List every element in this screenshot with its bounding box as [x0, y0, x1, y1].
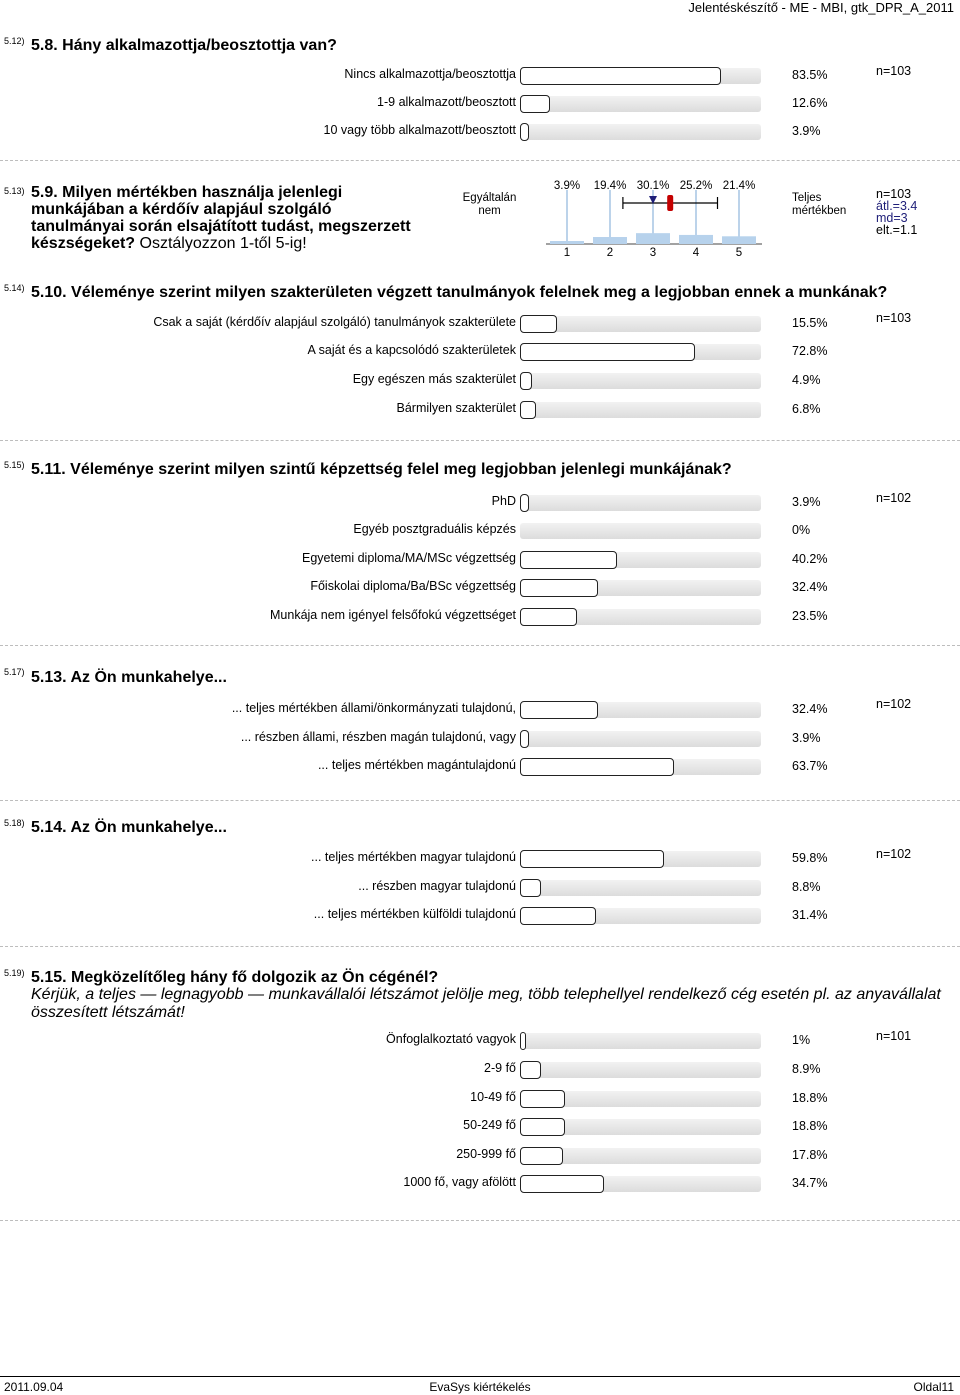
option-percentage: 1% [792, 1033, 811, 1047]
option-percentage: 3.9% [792, 731, 821, 745]
section-divider [0, 800, 960, 801]
scale-histogram [540, 185, 770, 250]
option-percentage: 15.5% [792, 316, 828, 330]
scale-bar [636, 233, 670, 244]
option-percentage: 83.5% [792, 68, 828, 82]
section-divider [0, 645, 960, 646]
scale-point-label: 1 [563, 247, 571, 259]
question-note: Kérjük, a teljes — legnagyobb — munkavállalói létszámot jelölje meg, több telephellyel rendelkező cég esetén pl. az anyavállalat összesített létszámát! [31, 986, 941, 1021]
option-label: Bármilyen szakterület [396, 401, 516, 415]
bar-fill [520, 1090, 565, 1108]
bar-fill [520, 401, 536, 419]
option-percentage: 3.9% [792, 495, 821, 509]
scale-anchor-line: nem [478, 205, 501, 217]
question-title: 5.11. Véleménye szerint milyen szintű képzettség felel meg legjobban jelenlegi munkájának? [31, 461, 732, 478]
option-percentage: 18.8% [792, 1091, 828, 1105]
bar-fill [520, 343, 695, 361]
scale-bar [593, 237, 627, 244]
scale-point-label: 2 [606, 247, 614, 259]
scale-right-anchor [792, 192, 846, 218]
scale-percentage: 21.4% [722, 180, 756, 192]
scale-bar [550, 241, 584, 244]
bar-fill [520, 579, 598, 597]
footer-page: Oldal11 [913, 1380, 954, 1394]
option-label: Önfoglalkoztató vagyok [386, 1032, 516, 1046]
option-percentage: 34.7% [792, 1176, 828, 1190]
option-percentage: 32.4% [792, 702, 828, 716]
option-percentage: 17.8% [792, 1148, 828, 1162]
option-label: ... részben magyar tulajdonú [358, 879, 516, 893]
question-title: 5.8. Hány alkalmazottja/beosztottja van? [31, 37, 337, 54]
section-divider [0, 1220, 960, 1221]
mean-marker [667, 195, 673, 211]
bar-fill [520, 1032, 526, 1050]
option-percentage: 72.8% [792, 344, 828, 358]
question-title: 5.15. Megközelítőleg hány fő dolgozik az Ön cégénél? [31, 969, 439, 986]
question-title-line: 5.9. Milyen mértékben használja jelenlegi [31, 184, 343, 201]
bar-fill [520, 1061, 541, 1079]
scale-percentage: 3.9% [553, 180, 581, 192]
option-label: 10 vagy több alkalmazott/beosztott [323, 123, 516, 137]
scale-anchor-line: mértékben [792, 205, 847, 217]
scale-point-label: 3 [649, 247, 657, 259]
option-label: ... teljes mértékben magántulajdonú [317, 758, 516, 772]
scale-point-label: 5 [735, 247, 743, 259]
section-number: 5.12) [4, 36, 25, 46]
scale-anchor-line: Egyáltalán [462, 192, 517, 204]
section-number: 5.18) [4, 818, 25, 828]
option-percentage: 3.9% [792, 124, 821, 138]
option-label: Csak a saját (kérdőív alapjául szolgáló) tanulmányok szakterülete [153, 315, 516, 329]
section-number: 5.19) [4, 968, 25, 978]
scale-anchor-line: Teljes [792, 192, 822, 204]
option-label: PhD [491, 494, 516, 508]
question-title-bold: készségeket? [31, 235, 136, 252]
question-title-light: Osztályozzon 1-től 5-ig! [135, 235, 307, 252]
footer-center: EvaSys kiértékelés [429, 1380, 531, 1394]
bar-track [520, 523, 761, 539]
stat-mean: átl.=3.4 [876, 199, 918, 213]
bar-track [520, 1033, 761, 1049]
bar-fill [520, 758, 674, 776]
option-percentage: 32.4% [792, 580, 828, 594]
n-count: n=101 [876, 1029, 912, 1043]
scale-left-anchor [452, 192, 527, 218]
option-percentage: 12.6% [792, 96, 828, 110]
bar-fill [520, 730, 529, 748]
option-label: Egyéb posztgraduális képzés [353, 522, 516, 536]
option-percentage: 59.8% [792, 851, 828, 865]
stat-sd: elt.=1.1 [876, 223, 918, 237]
footer-date: 2011.09.04 [4, 1380, 64, 1394]
option-percentage: 4.9% [792, 373, 821, 387]
question-title-line: tanulmányai során elsajátított tudást, megszerzett [31, 218, 411, 235]
option-label: 10-49 fő [470, 1090, 516, 1104]
option-label: 250-999 fő [456, 1147, 516, 1161]
bar-track [520, 880, 761, 896]
option-label: 2-9 fő [484, 1061, 516, 1075]
bar-track [520, 96, 761, 112]
option-label: Egy egészen más szakterület [352, 372, 516, 386]
question-title: 5.13. Az Ön munkahelye... [31, 669, 227, 686]
scale-point-label: 4 [692, 247, 700, 259]
bar-fill [520, 850, 664, 868]
n-count: n=102 [876, 697, 912, 711]
scale-percentage: 25.2% [679, 180, 713, 192]
section-number: 5.17) [4, 667, 25, 677]
bar-fill [520, 67, 721, 85]
n-count: n=103 [876, 64, 912, 78]
option-percentage: 23.5% [792, 609, 828, 623]
question-title-line: munkájában a kérdőív alapjául szolgáló [31, 201, 332, 218]
section-number: 5.13) [4, 186, 25, 196]
footer-rule [0, 1376, 960, 1377]
section-divider [0, 946, 960, 947]
option-percentage: 31.4% [792, 908, 828, 922]
bar-fill [520, 551, 617, 569]
option-percentage: 63.7% [792, 759, 828, 773]
bar-fill [520, 123, 529, 141]
scale-statistics [876, 188, 917, 236]
option-percentage: 6.8% [792, 402, 821, 416]
bar-fill [520, 95, 550, 113]
option-percentage: 0% [792, 523, 811, 537]
bar-fill [520, 494, 529, 512]
bar-fill [520, 372, 532, 390]
section-number: 5.15) [4, 460, 25, 470]
option-label: 50-249 fő [463, 1118, 516, 1132]
bar-fill [520, 879, 541, 897]
bar-fill [520, 315, 557, 333]
stat-n: n=103 [876, 187, 912, 201]
question-title [31, 184, 411, 252]
section-divider [0, 160, 960, 161]
option-label: Munkája nem igényel felsőfokú végzettséget [270, 608, 516, 622]
option-label: 1000 fő, vagy afölött [403, 1175, 516, 1189]
question-title: 5.10. Véleménye szerint milyen szakterületen végzett tanulmányok felelnek meg a legjobban ennek a munkának? [31, 284, 888, 301]
scale-bar [722, 236, 756, 244]
option-label: Főiskolai diploma/Ba/BSc végzettség [310, 579, 516, 593]
option-percentage: 8.9% [792, 1062, 821, 1076]
scale-bar [679, 235, 713, 244]
bar-track [520, 1062, 761, 1078]
option-label: ... teljes mértékben magyar tulajdonú [311, 850, 516, 864]
bar-fill [520, 701, 598, 719]
bar-fill [520, 1118, 565, 1136]
scale-percentage: 30.1% [636, 180, 670, 192]
bar-track [520, 373, 761, 389]
bar-fill [520, 608, 577, 626]
bar-fill [520, 1147, 563, 1165]
n-count: n=103 [876, 311, 912, 325]
option-label: A saját és a kapcsolódó szakterületek [307, 343, 516, 357]
option-label: ... teljes mértékben állami/önkormányzati tulajdonú, [231, 701, 516, 715]
section-divider [0, 440, 960, 441]
question-title: 5.14. Az Ön munkahelye... [31, 819, 227, 836]
option-label: Egyetemi diploma/MA/MSc végzettség [302, 551, 516, 565]
option-percentage: 8.8% [792, 880, 821, 894]
bar-fill [520, 907, 596, 925]
option-label: ... teljes mértékben külföldi tulajdonú [313, 907, 516, 921]
option-label: Nincs alkalmazottja/beosztottja [344, 67, 516, 81]
stat-median: md=3 [876, 211, 908, 225]
bar-track [520, 124, 761, 140]
question-title-line [31, 235, 411, 252]
option-percentage: 18.8% [792, 1119, 828, 1133]
bar-track [520, 731, 761, 747]
option-label: ... részben állami, részben magán tulajdonú, vagy [240, 730, 516, 744]
scale-percentage: 19.4% [593, 180, 627, 192]
report-header: Jelentéskészítő - ME - MBI, gtk_DPR_A_2011 [688, 0, 954, 15]
bar-fill [520, 1175, 604, 1193]
bar-track [520, 402, 761, 418]
n-count: n=102 [876, 491, 912, 505]
option-percentage: 40.2% [792, 552, 828, 566]
n-count: n=102 [876, 847, 912, 861]
section-number: 5.14) [4, 283, 25, 293]
bar-track [520, 495, 761, 511]
option-label: 1-9 alkalmazott/beosztott [377, 95, 516, 109]
